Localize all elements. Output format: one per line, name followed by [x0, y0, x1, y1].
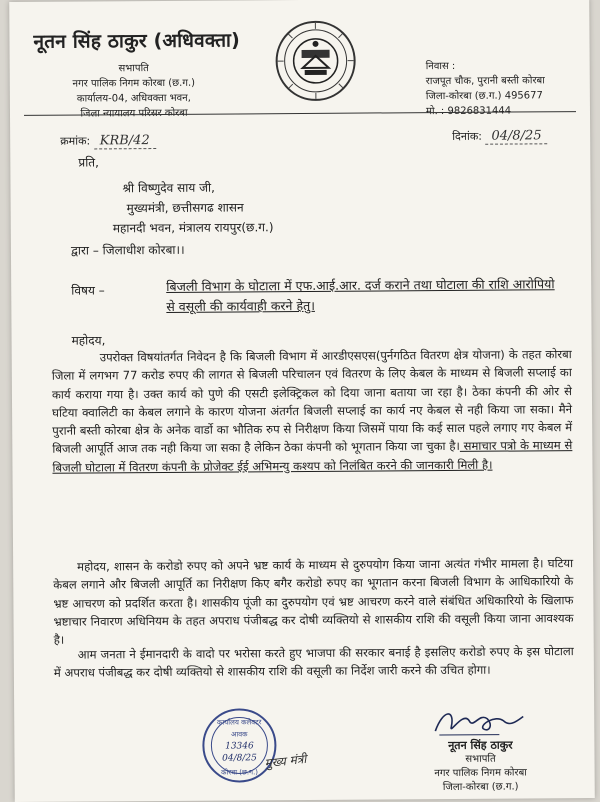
- signature-block: [410, 738, 550, 795]
- letterhead-name: नूतन सिंह ठाकुर (अधिवक्ता): [33, 26, 240, 53]
- signatory-district: जिला-कोरबा (छ.ग.): [411, 780, 551, 795]
- body-paragraph-2: महोदय, शासन के करोडो रुपए को अपने भ्रष्ट कार्य के माध्यम से दुरुपयोग किया जाना अत्यंत गंभीर मामला है। घटिया केबल लगाने और बिजली आपूर्ति का निरीक्षण किए बगैर करोडो रुपए का भूगतान करना बिजली विभाग के आधिकारियो के भ्रष्ट आचरण को प्रदर्शित करता है। शासकीय पूंजी का दुरुपयोग एवं भ्रष्ट आचरण करने वाले संबंधित अधिकारियो के खिलाफ भ्रष्टाचार निवारण अधिनियम के तहत अपराध पंजीबद्ध कर दोषी व्यक्तियो से शासकीय राशि की वसूली किया जाना आवश्यक है।: [53, 554, 574, 649]
- recipient-line: श्री विष्णुदेव साय जी,: [122, 177, 273, 198]
- stamp-number: 13346: [225, 741, 254, 751]
- letterhead-left: [34, 60, 234, 121]
- body-paragraph-1-news: समाचार पत्रो के माध्यम से बिजली घोटाला में वितरण कंपनी के प्रोजेक्ट ईई अभिमन्यु कश्यप को निलंबित करने की जानकारी मिली है।: [52, 439, 572, 475]
- recipient-line: मुख्यमंत्री, छत्तीसगढ शासन: [123, 197, 274, 218]
- letterhead-right-line: जिला-कोरबा (छ.ग.) 495677: [426, 88, 545, 104]
- recipient-address: [122, 177, 273, 238]
- through-line: द्वारा – जिलाधीश कोरबा।।: [71, 241, 185, 259]
- date-label: दिनांक: [452, 130, 478, 143]
- body-paragraph-1-main: उपरोक्त विषयांतर्गत निवेदन है कि बिजली विभाग में आरडीएसएस(पुर्नगठित वितरण क्षेत्र योजना) के तहत कोरबा जिला में लगभग 77 करोड रुपए की लागत से बिजली परिचालन एवं वितरण के लिए केबल के माध्यम से बिजली सप्लाई का कार्य कराया गया है। उक्त कार्य को पुणे की एसटी इलेक्ट्रिकल को दिया जाना बताया जा रहा है। ठेका कंपनी की ओर से घटिया क्वालिटी का केबल लगाने के कारण योजना अंतर्गत बिजली सप्लाई का कार्य नए केबल से नही किया जा सका। मैने पुरानी बस्ती कोरबा क्षेत्र के अनेक वार्डो का भौतिक रुप से निरीक्षण किया जिसमें पाया कि कई साल पहले लगाए गए केबल में बिजली आपूर्ति आज तक नही किया जा सका है लेकिन ठेका कंपनी को भूगतान किया जा चुका है।: [52, 347, 572, 456]
- body-paragraph-1: [52, 345, 573, 477]
- stamp-date: 04/8/25: [222, 753, 257, 763]
- inward-stamp: [200, 706, 279, 785]
- stamp-top-text: कार्यालय कलेक्टर: [217, 717, 262, 726]
- reference-label: क्रमांक: [60, 134, 86, 147]
- reference-number: क्रमांक: KRB/42: [60, 133, 156, 149]
- signature-icon: [429, 704, 529, 741]
- signatory-title: सभापति: [410, 752, 550, 767]
- salutation: महोदय,: [72, 331, 106, 348]
- letterhead-left-line: नगर पालिक निगम कोरबा (छ.ग.): [34, 75, 234, 91]
- body-paragraph-3: आम जनता ने ईमानदारी के वादो पर भरोसा करते हुए भाजपा की सरकार बनाई है इसलिए करोडो रुपए के इस घोटाला में अपराध पंजीबद्ध कर दोषी व्यक्तियो से शासकीय राशि की वसूली का निर्देश जारी करने की उचित होगा।: [54, 642, 574, 682]
- stamp-mid-text: आवक: [231, 730, 248, 738]
- letter-page: [9, 0, 595, 802]
- letterhead-left-line: जिला न्यायालय परिसर कोरबा: [34, 105, 234, 121]
- emblem-logo-icon: [274, 20, 357, 103]
- date-value: 04/8/25: [485, 128, 547, 144]
- signatory-org: नगर पालिक निगम कोरबा: [411, 766, 551, 781]
- letterhead-left-line: कार्यालय-04, अधिवक्ता भवन,: [34, 90, 234, 106]
- stamp-handwritten-note: मुख्य मंत्री: [264, 750, 308, 772]
- signatory-name: नूतन सिंह ठाकुर: [410, 738, 550, 753]
- stamp-bottom-text: कोरबा (छ.ग.): [221, 767, 258, 776]
- letter-date: दिनांक: 04/8/25: [452, 128, 548, 144]
- prati-label: प्रति,: [78, 153, 99, 170]
- letterhead-right-line: निवास :: [426, 58, 545, 74]
- letterhead-right: [426, 58, 545, 119]
- letterhead-right-line: राजपूत चौक, पुरानी बस्ती कोरबा: [426, 73, 545, 89]
- subject-text: बिजली विभाग के घोटाला में एफ.आई.आर. दर्ज कराने तथा घोटाला की राशि आरोपियो से वसूली की कार्यवाही करने हेतु।: [166, 274, 566, 317]
- subject-label: विषय –: [71, 281, 105, 298]
- recipient-line: महानदी भवन, मंत्रालय रायपुर(छ.ग.): [113, 217, 274, 238]
- reference-value: KRB/42: [94, 133, 156, 149]
- letterhead-left-line: सभापति: [34, 60, 234, 76]
- letterhead-right-line: मो. : 9826831444: [426, 103, 545, 119]
